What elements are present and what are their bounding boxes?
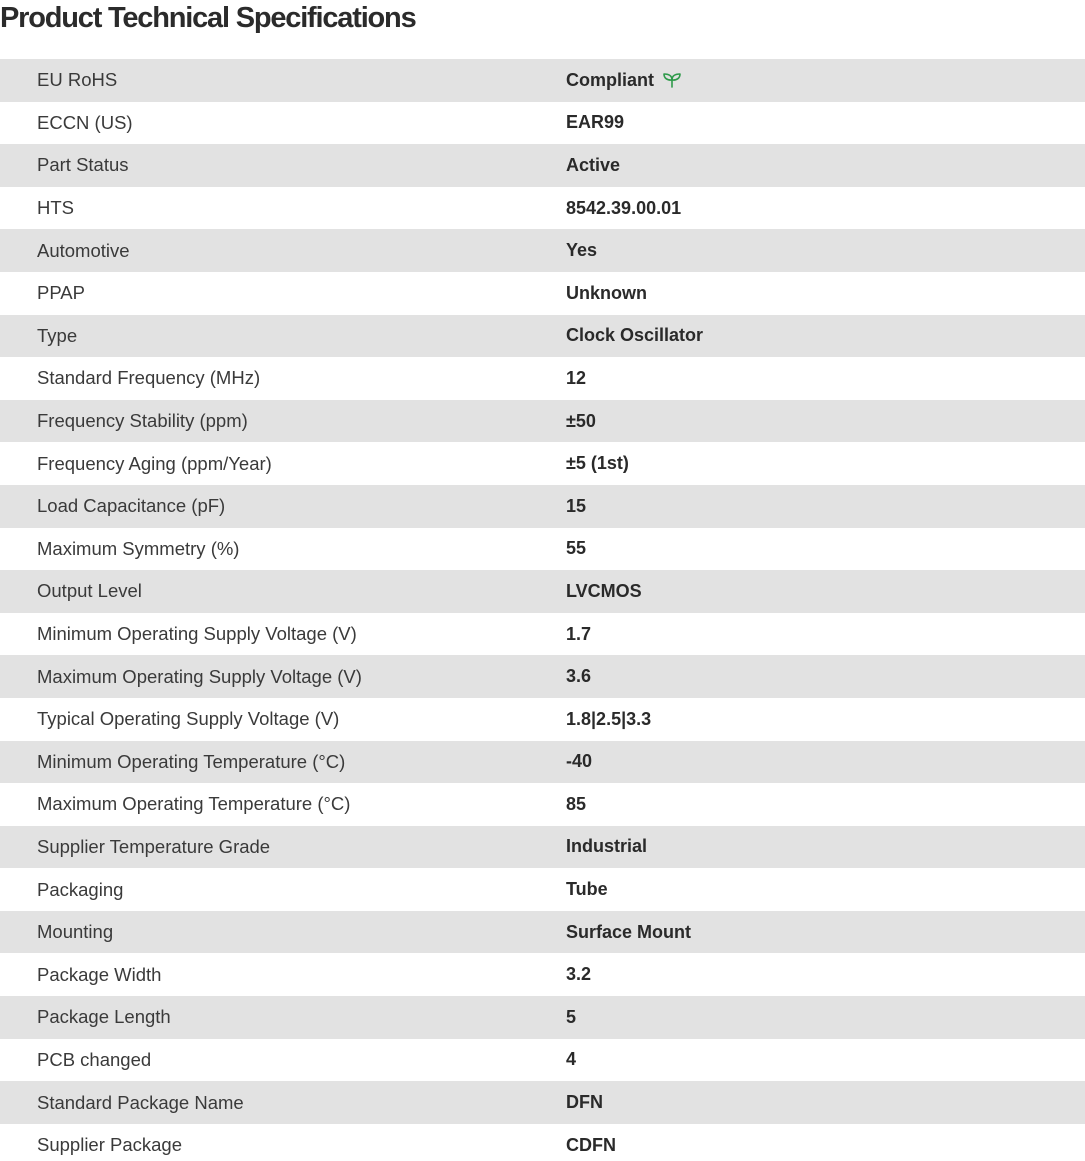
spec-value: LVCMOS bbox=[566, 570, 1085, 613]
table-row bbox=[0, 272, 1085, 315]
spec-table bbox=[0, 59, 1085, 1161]
spec-label: Frequency Stability (ppm) bbox=[0, 400, 566, 443]
table-row bbox=[0, 783, 1085, 826]
table-row bbox=[0, 315, 1085, 358]
spec-label: Automotive bbox=[0, 229, 566, 272]
spec-label: Supplier Package bbox=[0, 1124, 566, 1161]
table-row bbox=[0, 357, 1085, 400]
spec-value: ±5 (1st) bbox=[566, 442, 1085, 485]
spec-value: 1.8|2.5|3.3 bbox=[566, 698, 1085, 741]
spec-value: 12 bbox=[566, 357, 1085, 400]
table-row bbox=[0, 400, 1085, 443]
table-row bbox=[0, 144, 1085, 187]
spec-value: 15 bbox=[566, 485, 1085, 528]
spec-label: EU RoHS bbox=[0, 59, 566, 102]
table-row bbox=[0, 698, 1085, 741]
table-row bbox=[0, 953, 1085, 996]
spec-value: Unknown bbox=[566, 272, 1085, 315]
table-row bbox=[0, 826, 1085, 869]
spec-label: Supplier Temperature Grade bbox=[0, 826, 566, 869]
spec-value: ±50 bbox=[566, 400, 1085, 443]
spec-value bbox=[566, 59, 1085, 102]
spec-label: Part Status bbox=[0, 144, 566, 187]
table-row bbox=[0, 1039, 1085, 1082]
spec-value: Tube bbox=[566, 868, 1085, 911]
spec-label: Standard Package Name bbox=[0, 1081, 566, 1124]
spec-value: Surface Mount bbox=[566, 911, 1085, 954]
spec-label: Maximum Symmetry (%) bbox=[0, 528, 566, 571]
spec-value: DFN bbox=[566, 1081, 1085, 1124]
table-row bbox=[0, 187, 1085, 230]
spec-value-text: Compliant bbox=[566, 69, 654, 90]
table-row bbox=[0, 1081, 1085, 1124]
spec-label: Frequency Aging (ppm/Year) bbox=[0, 442, 566, 485]
table-row bbox=[0, 442, 1085, 485]
spec-value: Active bbox=[566, 144, 1085, 187]
table-row bbox=[0, 570, 1085, 613]
table-row bbox=[0, 485, 1085, 528]
spec-label: Maximum Operating Supply Voltage (V) bbox=[0, 655, 566, 698]
spec-value: CDFN bbox=[566, 1124, 1085, 1161]
spec-label: Typical Operating Supply Voltage (V) bbox=[0, 698, 566, 741]
spec-label: Mounting bbox=[0, 911, 566, 954]
spec-label: Load Capacitance (pF) bbox=[0, 485, 566, 528]
spec-label: Minimum Operating Supply Voltage (V) bbox=[0, 613, 566, 656]
table-row bbox=[0, 911, 1085, 954]
spec-value: 8542.39.00.01 bbox=[566, 187, 1085, 230]
spec-label: HTS bbox=[0, 187, 566, 230]
table-row bbox=[0, 528, 1085, 571]
spec-label: Packaging bbox=[0, 868, 566, 911]
spec-label: PPAP bbox=[0, 272, 566, 315]
table-row bbox=[0, 996, 1085, 1039]
spec-value: 3.2 bbox=[566, 953, 1085, 996]
table-row bbox=[0, 741, 1085, 784]
spec-value: Yes bbox=[566, 229, 1085, 272]
spec-label: ECCN (US) bbox=[0, 102, 566, 145]
table-row bbox=[0, 1124, 1085, 1161]
spec-value: 3.6 bbox=[566, 655, 1085, 698]
spec-label: PCB changed bbox=[0, 1039, 566, 1082]
spec-value: EAR99 bbox=[566, 102, 1085, 145]
spec-label: Type bbox=[0, 315, 566, 358]
spec-value: Industrial bbox=[566, 826, 1085, 869]
spec-label: Package Length bbox=[0, 996, 566, 1039]
spec-value: 1.7 bbox=[566, 613, 1085, 656]
spec-label: Minimum Operating Temperature (°C) bbox=[0, 741, 566, 784]
spec-value: -40 bbox=[566, 741, 1085, 784]
spec-value: Clock Oscillator bbox=[566, 315, 1085, 358]
table-row bbox=[0, 868, 1085, 911]
table-row bbox=[0, 59, 1085, 102]
page-title: Product Technical Specifications bbox=[0, 2, 416, 34]
spec-value: 4 bbox=[566, 1039, 1085, 1082]
leaf-icon bbox=[662, 72, 682, 88]
spec-label: Standard Frequency (MHz) bbox=[0, 357, 566, 400]
table-row bbox=[0, 613, 1085, 656]
spec-label: Output Level bbox=[0, 570, 566, 613]
table-row bbox=[0, 655, 1085, 698]
spec-value: 55 bbox=[566, 528, 1085, 571]
spec-label: Package Width bbox=[0, 953, 566, 996]
table-row bbox=[0, 102, 1085, 145]
spec-value: 5 bbox=[566, 996, 1085, 1039]
spec-label: Maximum Operating Temperature (°C) bbox=[0, 783, 566, 826]
spec-value: 85 bbox=[566, 783, 1085, 826]
table-row bbox=[0, 229, 1085, 272]
